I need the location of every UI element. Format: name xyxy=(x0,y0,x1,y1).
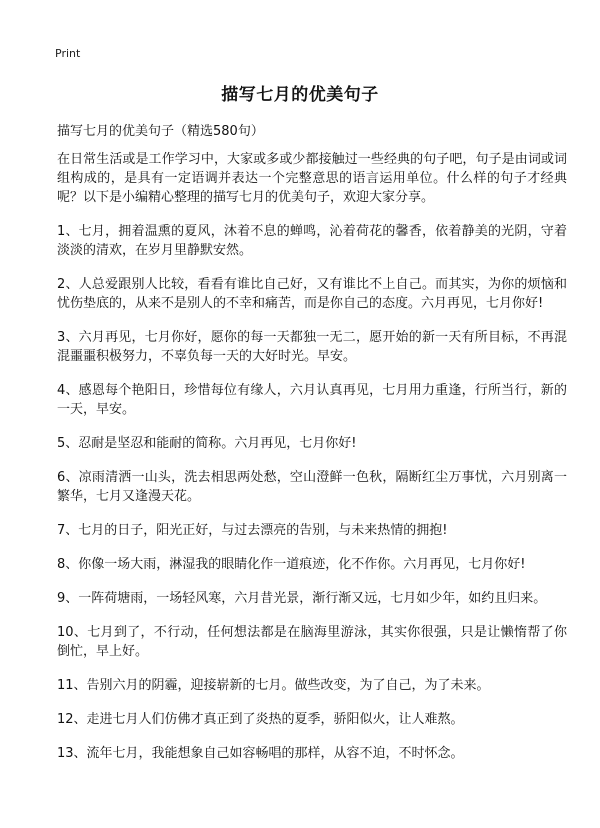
sentence-item: 2、人总爱跟别人比较，看看有谁比自己好，又有谁比不上自己。而其实，为你的烦恼和忧伤垫底的，从来不是别人的不幸和痛苦，而是你自己的态度。六月再见，七月你好! xyxy=(57,277,567,311)
intro-paragraph: 在日常生活或是工作学习中，大家或多或少都接触过一些经典的句子吧，句子是由词或词组构成的，是具有一定语调并表达一个完整意思的语言运用单位。什么样的句子才经典呢？以下是小编精心整理的描写七月的优美句子，欢迎大家分享。 xyxy=(57,152,567,205)
print-label[interactable]: Print xyxy=(55,47,81,60)
article-body xyxy=(57,150,567,778)
sentence-item: 1、七月，拥着温熏的夏风，沐着不息的蝉鸣，沁着荷花的馨香，依着静美的光阴，守着淡淡的清欢，在岁月里静默安然。 xyxy=(57,224,567,258)
page-title: 描写七月的优美句子 xyxy=(221,85,379,105)
sentence-item: 5、忍耐是坚忍和能耐的简称。六月再见，七月你好! xyxy=(57,436,357,451)
sentence-item: 9、一阵荷塘雨，一场轻风寒，六月昔光景，渐行渐又远，七月如少年，如约且归来。 xyxy=(57,591,547,606)
sentence-item: 7、七月的日子，阳光正好，与过去漂亮的告别，与未来热情的拥抱! xyxy=(57,523,448,538)
sentence-item: 6、凉雨清洒一山头，洗去相思两处愁，空山澄鲜一色秋，隔断红尘万事忧，六月别离一繁华，七月又逢漫天花。 xyxy=(57,470,567,504)
sentence-item: 4、感恩每个艳阳日，珍惜每位有缘人，六月认真再见，七月用力重逢，行所当行，新的一天，早安。 xyxy=(57,383,567,417)
sentence-item: 8、你像一场大雨，淋湿我的眼睛化作一道痕迹，化不作你。六月再见，七月你好! xyxy=(57,557,526,572)
sentence-item: 3、六月再见，七月你好，愿你的每一天都独一无二，愿开始的新一天有所目标，不再混混噩噩积极努力，不辜负每一天的大好时光。早安。 xyxy=(57,330,567,364)
page-subtitle: 描写七月的优美句子（精选580句） xyxy=(57,124,264,139)
sentence-item: 10、七月到了，不行动，任何想法都是在脑海里游泳，其实你很强，只是让懒惰帮了你倒忙，早上好。 xyxy=(57,625,567,659)
sentence-item: 12、走进七月人们仿佛才真正到了炎热的夏季，骄阳似火，让人难熬。 xyxy=(57,712,464,727)
sentence-item: 13、流年七月，我能想象自己如容畅唱的那样，从容不迫，不时怀念。 xyxy=(57,746,464,761)
sentence-item: 11、告别六月的阴霾，迎接崭新的七月。做些改变，为了自己，为了未来。 xyxy=(57,678,490,693)
